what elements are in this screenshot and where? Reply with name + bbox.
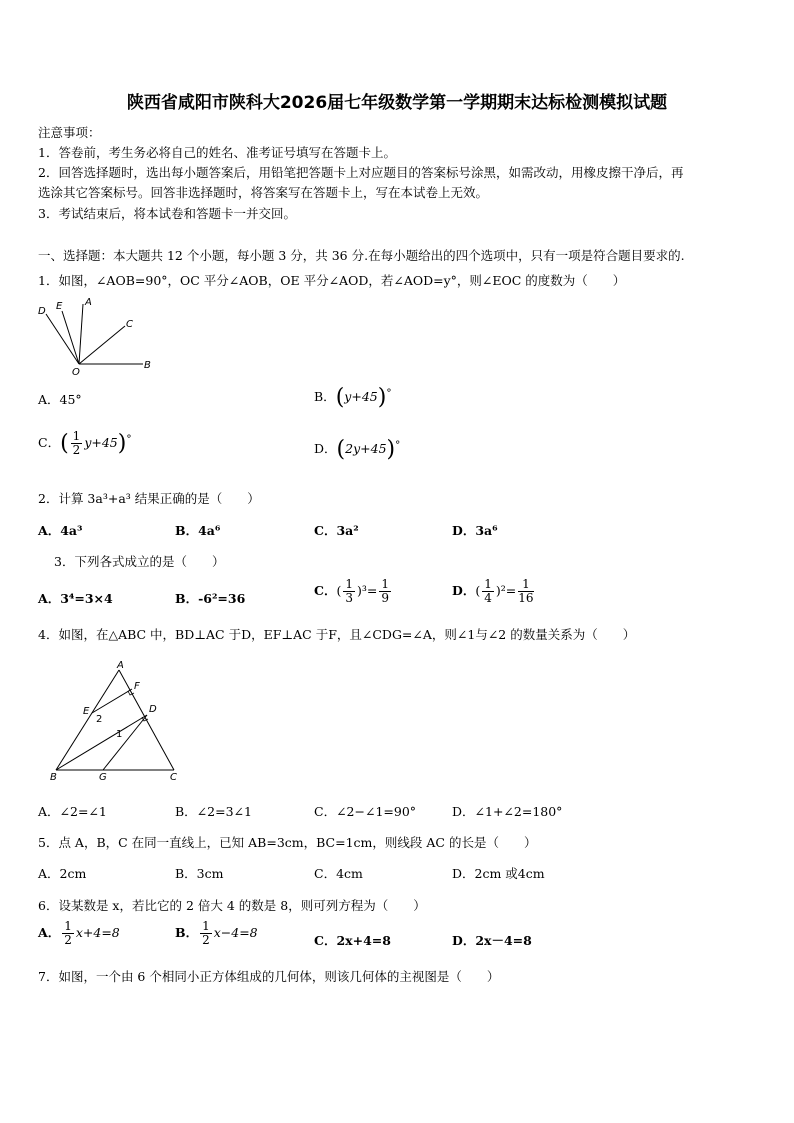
notice-item: 3．考试结束后，将本试卷和答题卡一并交回。 bbox=[38, 206, 296, 221]
option-c: C．( $\frac{1}{3}$ )³= $\frac{1}{9}$ bbox=[314, 577, 390, 605]
fraction: $\frac{1}{16}$ bbox=[518, 577, 534, 605]
fig-label: 1 bbox=[116, 729, 123, 740]
fig-label: E bbox=[83, 706, 90, 717]
option-c: C．∠2−∠1=90° bbox=[314, 804, 417, 819]
option-label: D． bbox=[452, 583, 476, 598]
option-label: A． bbox=[38, 925, 61, 940]
page-title: 陕西省咸阳市陕科大2026届七年级数学第一学期期末达标检测模拟试题 bbox=[126, 93, 668, 113]
fraction: $\frac{1}{4}$ bbox=[484, 577, 492, 605]
option-d: D．( $\frac{1}{4}$ )²= $\frac{1}{16}$ bbox=[452, 577, 534, 605]
notice-heading: 注意事项： bbox=[38, 125, 101, 140]
option-expr: x+4=8 bbox=[75, 925, 120, 940]
question-stem: 3．下列各式成立的是（ ） bbox=[54, 554, 225, 569]
option-expr: ²= bbox=[500, 583, 517, 598]
option-d: D．(2y+45)° bbox=[314, 437, 401, 462]
option-expr: y+45 bbox=[344, 389, 378, 404]
option-a: A．3⁴=3×4 bbox=[38, 591, 113, 606]
fraction: $\frac{1}{2}$ bbox=[64, 919, 72, 947]
option-c: C．3a² bbox=[314, 523, 359, 538]
option-expr: y+45 bbox=[84, 435, 118, 450]
option-a: A．4a³ bbox=[38, 523, 83, 538]
option-expr: x−4=8 bbox=[213, 925, 258, 940]
fraction: $\frac{1}{9}$ bbox=[381, 577, 390, 605]
option-d: D．∠1+∠2=180° bbox=[452, 804, 563, 819]
degree-sign: ° bbox=[395, 438, 401, 451]
notice-item: 1．答卷前，考生务必将自己的姓名、准考证号填写在答题卡上。 bbox=[38, 145, 396, 160]
fig-label: 2 bbox=[96, 714, 103, 725]
angle-figure bbox=[35, 296, 160, 376]
fig-label: E bbox=[56, 301, 63, 312]
option-d: D．3a⁶ bbox=[452, 523, 498, 538]
option-d: D．2cm 或4cm bbox=[452, 866, 545, 881]
triangle-figure bbox=[46, 656, 186, 782]
option-label: B． bbox=[175, 925, 199, 940]
option-a: A．2cm bbox=[38, 866, 87, 881]
question-stem: 4．如图，在△ABC 中，BD⊥AC 于D，EF⊥AC 于F，且∠CDG=∠A，则∠1与∠2 的数量关系为（ ） bbox=[38, 627, 636, 642]
fraction: $\frac{1}{2}$ bbox=[72, 429, 81, 457]
option-expr: ³= bbox=[361, 583, 378, 598]
option-c: C．( $\frac{1}{2}$ y+45)° bbox=[38, 429, 132, 457]
option-b bbox=[175, 920, 258, 947]
question-stem: 1．如图，∠AOB=90°，OC 平分∠AOB，OE 平分∠AOD，若∠AOD=y°，则∠EOC 的度数为（ ） bbox=[38, 273, 626, 288]
degree-sign: ° bbox=[386, 386, 392, 399]
fraction: $\frac{1}{2}$ bbox=[202, 919, 210, 947]
option-label: B． bbox=[314, 389, 336, 404]
fig-label: F bbox=[134, 681, 140, 692]
fig-label: D bbox=[149, 704, 157, 715]
option-b: B．∠2=3∠1 bbox=[175, 804, 252, 819]
option-label: C． bbox=[314, 583, 337, 598]
notice-item: 选涂其它答案标号。回答非选择题时，将答案写在答题卡上，写在本试卷上无效。 bbox=[38, 185, 489, 200]
option-b: B．(y+45)° bbox=[314, 385, 392, 410]
option-a: A．∠2=∠1 bbox=[38, 804, 107, 819]
fig-label: B bbox=[50, 772, 57, 782]
fig-label: A bbox=[117, 660, 124, 671]
option-c: C．2x+4=8 bbox=[314, 933, 391, 948]
question-stem: 6．设某数是 x，若比它的 2 倍大 4 的数是 8，则可列方程为（ ） bbox=[38, 898, 426, 913]
option-a bbox=[38, 920, 120, 947]
question-stem: 5．点 A，B，C 在同一直线上，已知 AB=3cm，BC=1cm，则线段 AC 的长是（ ） bbox=[38, 835, 537, 850]
fig-label: B bbox=[144, 360, 151, 371]
question-stem: 2．计算 3a³+a³ 结果正确的是（ ） bbox=[38, 491, 260, 506]
section-heading: 一、选择题：本大题共 12 个小题，每小题 3 分，共 36 分.在每小题给出的四个选项中，只有一项是符合题目要求的. bbox=[38, 248, 685, 263]
degree-sign: ° bbox=[126, 432, 132, 445]
option-b: B．4a⁶ bbox=[175, 523, 221, 538]
option-b: B．-6²=36 bbox=[175, 591, 246, 606]
fig-label: O bbox=[72, 367, 80, 376]
question-stem: 7．如图，一个由 6 个相同小正方体组成的几何体，则该几何体的主视图是（ ） bbox=[38, 969, 500, 984]
fraction: $\frac{1}{3}$ bbox=[345, 577, 353, 605]
option-c: C．4cm bbox=[314, 866, 363, 881]
option-a: A．45° bbox=[38, 392, 82, 407]
fig-label: C bbox=[126, 319, 133, 330]
fig-label: G bbox=[99, 772, 107, 782]
fig-label: C bbox=[170, 772, 177, 782]
option-label: D． bbox=[314, 441, 337, 456]
fig-label: A bbox=[85, 297, 92, 308]
option-label: C． bbox=[38, 435, 61, 450]
option-b: B．3cm bbox=[175, 866, 224, 881]
option-expr: 2y+45 bbox=[345, 441, 387, 456]
notice-item: 2．回答选择题时，选出每小题答案后，用铅笔把答题卡上对应题目的答案标号涂黑，如需改动，用橡皮擦干净后，再 bbox=[38, 165, 684, 180]
option-d: D．2x－4=8 bbox=[452, 933, 532, 948]
fig-label: D bbox=[38, 306, 46, 317]
